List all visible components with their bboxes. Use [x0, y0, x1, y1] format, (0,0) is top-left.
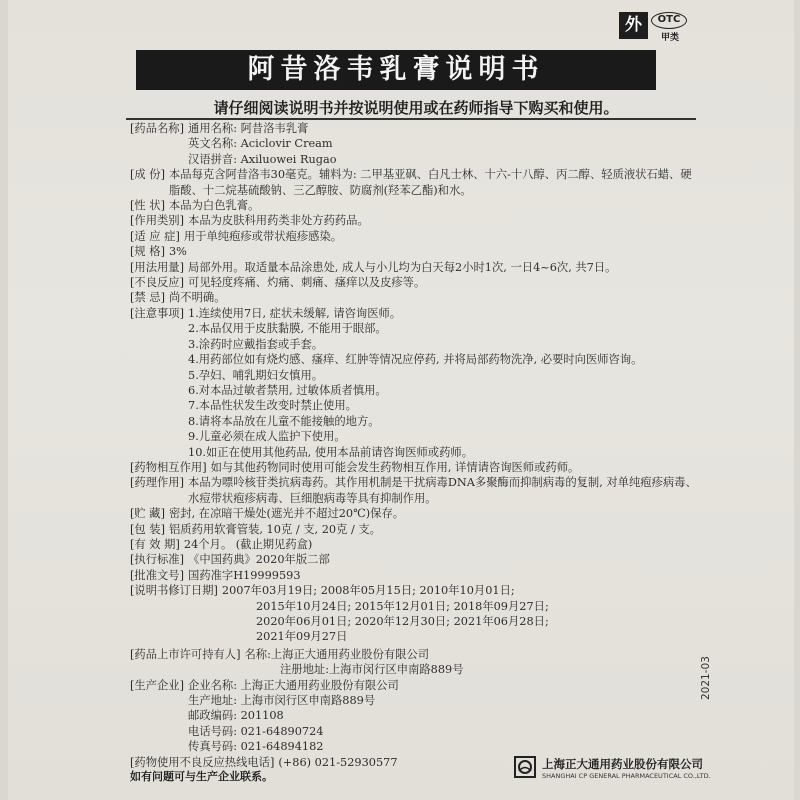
indication-text: 用于单纯疱疹或带状疱疹感染。 — [183, 229, 343, 243]
section-label: [药物使用不良反应热线电话] — [130, 755, 275, 769]
composition-text: 本品每克含阿昔洛韦30毫克。辅料为: 二甲基亚砜、白凡士林、十六-十八醇、丙二醇、轻质液状石蜡、硬脂酸、十二烷基硫酸钠、三乙醇胺、防腐剂(羟苯乙酯)和水。 — [169, 168, 692, 197]
section-label: [规 格] — [130, 245, 165, 259]
otc-class-label: 甲类 — [660, 33, 679, 43]
precaution-item: 7.本品性状发生改变时禁止使用。 — [188, 399, 357, 413]
manufacturer-address: 生产地址: 上海市闵行区申南路889号 — [188, 694, 376, 708]
section-revision — [130, 583, 700, 598]
divider — [126, 118, 696, 120]
revision-dates: 2015年10月24日; 2015年12月01日; 2018年09月27日; — [256, 599, 549, 613]
section-manufacturer — [130, 678, 700, 755]
section-indication — [130, 229, 700, 244]
manufacturer-name: 企业名称: 上海正大通用药业股份有限公司 — [188, 678, 399, 692]
section-label: [贮 藏] — [130, 507, 165, 521]
manufacturer-fax: 传真号码: 021-64894182 — [188, 740, 324, 754]
spec-text: 3% — [169, 245, 187, 259]
company-logo-icon — [514, 756, 536, 778]
document-title: 阿昔洛韦乳膏说明书 — [136, 50, 656, 90]
section-label: [不良反应] — [130, 276, 185, 290]
package-text: 铝质药用软膏管装, 10克 / 支, 20克 / 支。 — [169, 522, 381, 536]
section-label: [批准文号] — [130, 568, 185, 582]
section-label: [执行标准] — [130, 553, 185, 567]
company-name-en: SHANGHAI CP GENERAL PHARMACEUTICAL CO.,LTD. — [542, 772, 711, 780]
adverse-text: 可见轻度疼痛、灼痛、刺痛、瘙痒以及皮疹等。 — [188, 276, 426, 290]
section-category — [130, 213, 700, 228]
manufacturer-postcode: 邮政编码: 201108 — [188, 709, 284, 723]
manufacturer-phone: 电话号码: 021-64890724 — [188, 724, 324, 738]
mah-address: 注册地址:上海市闵行区申南路889号 — [280, 663, 464, 677]
section-composition — [130, 167, 700, 198]
section-label: [注意事项] — [130, 306, 185, 320]
precaution-item: 9.儿童必须在成人监护下使用。 — [188, 430, 346, 444]
company-name-cn: 上海正大通用药业股份有限公司 — [542, 757, 703, 771]
precaution-item: 4.用药部位如有烧灼感、瘙痒、红肿等情况应停药, 并将局部药物洗净, 必要时向医师咨询。 — [188, 353, 643, 367]
pinyin-name: 汉语拼音: Axiluowei Rugao — [188, 152, 337, 166]
hotline-number: (+86) 021-52930577 — [278, 755, 398, 769]
external-use-badge: 外 — [619, 12, 648, 39]
mah-name: 名称:上海正大通用药业股份有限公司 — [244, 647, 430, 661]
approval-text: 国药准字H19999593 — [188, 568, 301, 582]
generic-name: 通用名称: 阿昔洛韦乳膏 — [188, 122, 309, 135]
section-storage — [130, 506, 700, 521]
section-precautions — [130, 306, 700, 460]
precaution-item: 8.请将本品放在儿童不能接触的地方。 — [188, 414, 380, 428]
precaution-item: 3.涂药时应戴指套或手套。 — [188, 337, 324, 351]
category-text: 本品为皮肤科用药类非处方药药品。 — [188, 214, 369, 228]
section-label: [成 份] — [130, 168, 165, 182]
precaution-item: 5.孕妇、哺乳期妇女慎用。 — [188, 368, 324, 382]
section-adverse — [130, 275, 700, 290]
section-standard — [130, 552, 700, 567]
section-label: [生产企业] — [130, 678, 185, 692]
revision-dates: 2020年06月01日; 2020年12月30日; 2021年06月28日; — [256, 615, 549, 628]
section-label: [适 应 症] — [130, 229, 180, 243]
precaution-item: 2.本品仅用于皮肤黏膜, 不能用于眼部。 — [188, 322, 387, 336]
section-label: [禁 忌] — [130, 291, 165, 305]
section-pharmacology — [130, 475, 700, 506]
leaflet-sheet — [8, 0, 794, 800]
english-name: 英文名称: Aciclovir Cream — [188, 137, 333, 151]
otc-badge: OTC — [651, 12, 687, 29]
pharmacology-text: 本品为嘌呤核苷类抗病毒药。其作用机制是干扰病毒DNA多聚酶而抑制病毒的复制, 对单纯疱疹病毒、水痘带状疱疹病毒、巨细胞病毒等具有抑制作用。 — [188, 476, 697, 505]
validity-text: 24个月。 (截止期见药盒) — [183, 537, 313, 551]
section-drug-name — [130, 121, 700, 167]
section-approval — [130, 568, 700, 583]
revision-dates: 2007年03月19日; 2008年05月15日; 2010年10月01日; — [221, 584, 515, 598]
section-label: [说明书修订日期] — [130, 584, 218, 598]
section-label: [药物相互作用] — [130, 460, 207, 474]
section-label: [包 装] — [130, 522, 165, 536]
interactions-text: 如与其他药物同时使用可能会发生药物相互作用, 详情请咨询医师或药师。 — [210, 460, 580, 474]
section-label: [药品名称] — [130, 122, 185, 135]
section-label: [作用类别] — [130, 214, 185, 228]
section-label: [用法用量] — [130, 260, 185, 274]
print-date: 2021-03 — [700, 656, 712, 700]
leaflet-content — [130, 121, 700, 770]
section-dosage — [130, 260, 700, 275]
precaution-item: 10.如正在使用其他药品, 使用本品前请咨询医师或药师。 — [188, 445, 473, 459]
storage-text: 密封, 在凉暗干燥处(遮光并不超过20℃)保存。 — [169, 507, 405, 521]
standard-text: 《中国药典》2020年版二部 — [188, 553, 330, 567]
contraindication-text: 尚不明确。 — [169, 291, 226, 305]
section-label: [有 效 期] — [130, 537, 180, 551]
section-contraindication — [130, 290, 700, 305]
section-interactions — [130, 460, 700, 475]
reading-instruction: 请仔细阅读说明书并按说明使用或在药师指导下购买和使用。 — [213, 99, 619, 117]
section-spec — [130, 244, 700, 259]
section-validity — [130, 537, 700, 552]
section-mah — [130, 647, 700, 662]
section-appearance — [130, 198, 700, 213]
precaution-item: 6.对本品过敏者禁用, 过敏体质者慎用。 — [188, 383, 387, 397]
precaution-item: 1.连续使用7日, 症状未缓解, 请咨询医师。 — [188, 306, 402, 320]
dosage-text: 局部外用。取适量本品涂患处, 成人与小儿均为白天每2小时1次, 一日4~6次, 共7日。 — [188, 260, 617, 274]
section-label: [药品上市许可持有人] — [130, 647, 241, 661]
section-label: [性 状] — [130, 199, 165, 213]
appearance-text: 本品为白色乳膏。 — [169, 199, 260, 213]
section-package — [130, 522, 700, 537]
section-label: [药理作用] — [130, 476, 185, 490]
revision-dates: 2021年09月27日 — [256, 630, 348, 644]
contact-note: 如有问题可与生产企业联系。 — [130, 770, 273, 783]
